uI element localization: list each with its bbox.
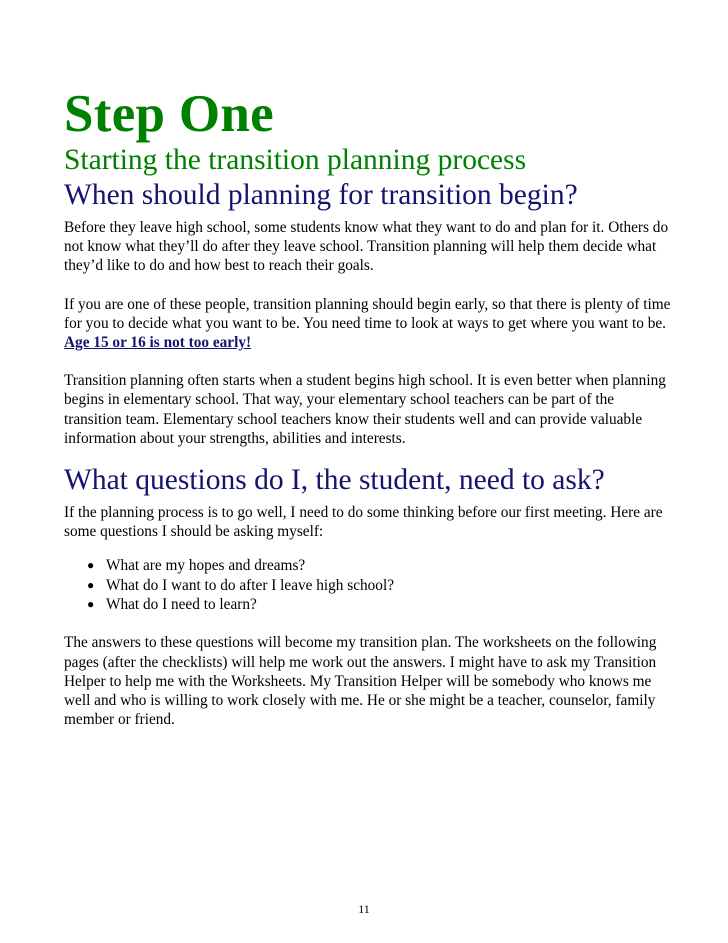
paragraph-before-leaving: Before they leave high school, some students know what they want to do and plan for it. Others do not know what they’ll do after they leave school. Transition planning will help them decide what they’d like to do and how best to reach their goals. xyxy=(64,219,669,275)
section-heading-questions: What questions do I, the student, need to ask? xyxy=(64,464,605,497)
list-item xyxy=(87,556,674,575)
document-page xyxy=(64,86,674,729)
list-item-text: What do I need to learn? xyxy=(106,596,257,614)
list-item xyxy=(87,595,674,614)
list-item-text: What do I want to do after I leave high school? xyxy=(106,576,394,594)
list-item-text: What are my hopes and dreams? xyxy=(106,557,306,575)
bullet-icon: ● xyxy=(87,597,95,612)
age-emphasis-link[interactable]: Age 15 or 16 is not too early! xyxy=(64,334,252,352)
bullet-icon: ● xyxy=(87,577,95,592)
paragraph-questions-intro: If the planning process is to go well, I need to do some thinking before our first meeting. Here are some questions I should be asking myself: xyxy=(64,504,663,541)
page-subtitle: Starting the transition planning process xyxy=(64,144,527,176)
page-title: Step One xyxy=(64,85,275,143)
paragraph-elementary: Transition planning often starts when a student begins high school. It is even better when planning begins in elementary school. That way, your elementary school teachers can be part of the transition team. Elementary school teachers know their students well and can provide valuable information about your strengths, abilities and interests. xyxy=(64,372,666,447)
bullet-icon: ● xyxy=(87,558,95,573)
paragraph-begin-early-text: If you are one of these people, transition planning should begin early, so that there is plenty of time for you to decide what you want to be. You need time to look at ways to get where you want to be. xyxy=(64,295,671,332)
paragraph-begin-early xyxy=(64,295,674,353)
list-item xyxy=(87,576,674,595)
section-heading-when: When should planning for transition begin? xyxy=(64,179,578,211)
questions-list xyxy=(64,556,674,614)
paragraph-answers: The answers to these questions will become my transition plan. The worksheets on the following pages (after the checklists) will help me work out the answers. I might have to ask my Transition Helper to help me with the Worksheets. My Transition Helper will be somebody who knows me well and who is willing to work closely with me. He or she might be a teacher, counselor, family member or friend. xyxy=(64,634,657,729)
page-number: 11 xyxy=(358,902,370,916)
